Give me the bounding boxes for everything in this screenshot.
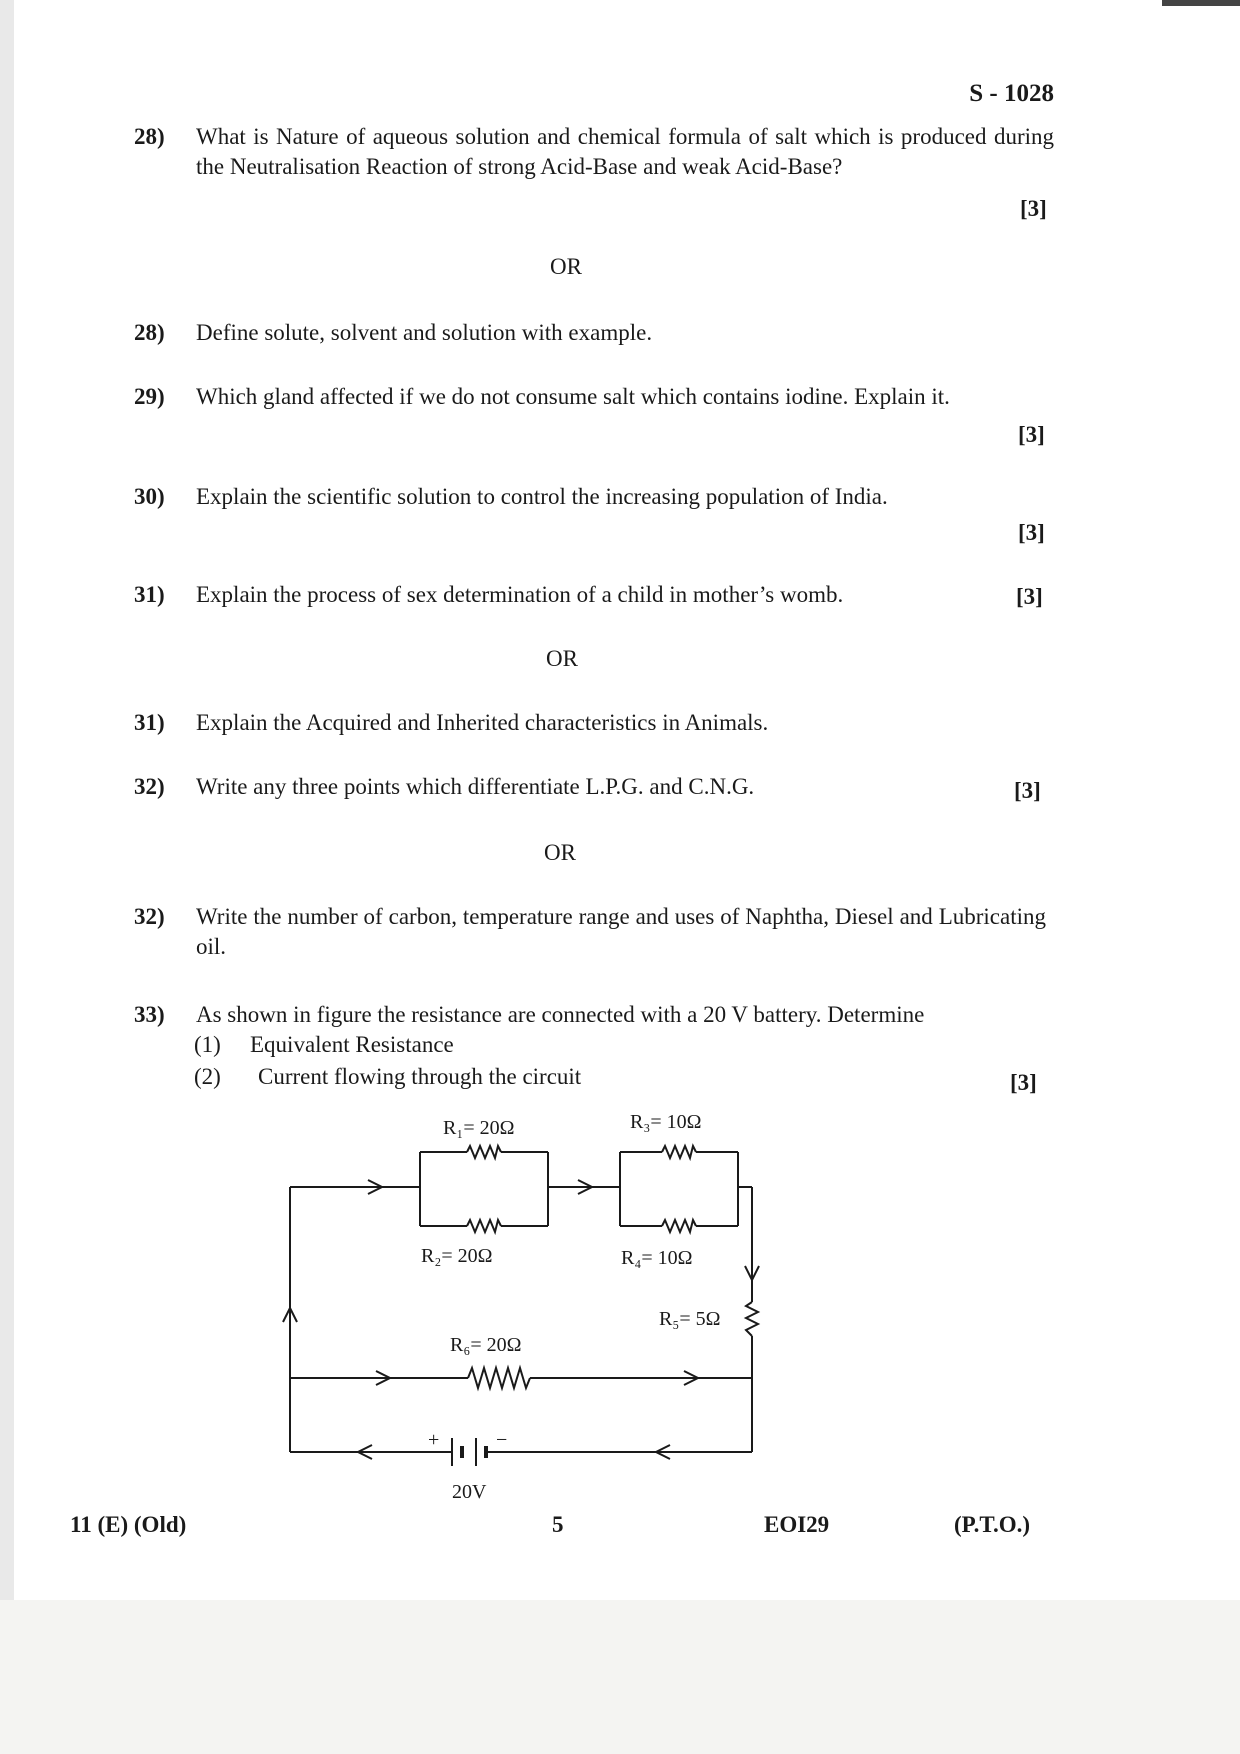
question-text: What is Nature of aqueous solution and chemical formula of salt which is produced during the Neutralisation Reaction of strong Acid-Base and weak Acid-Base? — [196, 124, 1054, 180]
question-text: Define solute, solvent and solution with example. — [196, 320, 653, 345]
question-text: Which gland affected if we do not consume salt which contains iodine. Explain it. — [196, 384, 950, 409]
subpart-1-label: (1) — [194, 1032, 221, 1057]
question-number: 28) — [134, 124, 165, 149]
question-text: Explain the process of sex determination of a child in mother’s womb. — [196, 582, 844, 607]
subpart-1-text: Equivalent Resistance — [250, 1032, 454, 1057]
question-number: 29) — [134, 384, 165, 409]
footer-pto: (P.T.O.) — [954, 1512, 1031, 1537]
marks-q31: [3] — [1016, 584, 1043, 609]
label-r4: R₄= 10Ω — [621, 1247, 693, 1269]
question-number: 28) — [134, 320, 165, 345]
question-text: As shown in figure the resistance are connected with a 20 V battery. Determine — [196, 1002, 925, 1027]
battery-minus-sign: − — [496, 1429, 508, 1451]
marks-q29: [3] — [1018, 422, 1045, 447]
resistor-r3-symbol — [662, 1146, 696, 1158]
paper-code: S - 1028 — [969, 80, 1054, 107]
marks-q28: [3] — [1020, 196, 1047, 221]
question-text: Explain the Acquired and Inherited characteristics in Animals. — [196, 710, 769, 735]
marks-q30: [3] — [1018, 520, 1045, 545]
resistor-r2-symbol — [467, 1220, 501, 1232]
page-number: 5 — [552, 1512, 564, 1537]
label-r6: R₆= 20Ω — [450, 1334, 522, 1356]
resistor-r5-symbol — [746, 1302, 758, 1336]
or-separator-2: OR — [546, 646, 578, 671]
resistor-r6-symbol — [468, 1368, 530, 1388]
question-number: 31) — [134, 710, 165, 735]
or-separator-1: OR — [550, 254, 582, 279]
subpart-2-text: Current flowing through the circuit — [258, 1064, 582, 1089]
or-separator-3: OR — [544, 840, 576, 865]
question-text: Explain the scientific solution to control the increasing population of India. — [196, 484, 888, 509]
marks-q32: [3] — [1014, 778, 1041, 803]
label-r3: R₃= 10Ω — [630, 1111, 702, 1133]
question-text: Write the number of carbon, temperature range and uses of Naphtha, Diesel and Lubricating oil. — [196, 904, 1046, 960]
marks-q33: [3] — [1010, 1070, 1037, 1095]
question-number: 33) — [134, 1002, 165, 1027]
question-number: 32) — [134, 774, 165, 799]
footer-left: 11 (E) (Old) — [70, 1512, 187, 1537]
label-r2: R₂= 20Ω — [421, 1245, 493, 1267]
battery-voltage-label: 20V — [452, 1481, 487, 1503]
question-text: Write any three points which differentiate L.P.G. and C.N.G. — [196, 774, 755, 799]
battery-symbol — [452, 1438, 486, 1466]
subpart-2-label: (2) — [194, 1064, 221, 1089]
question-number: 30) — [134, 484, 165, 509]
label-r5: R₅= 5Ω — [659, 1308, 721, 1330]
label-r1: R₁= 20Ω — [443, 1117, 515, 1139]
question-number: 31) — [134, 582, 165, 607]
battery-plus-sign: + — [428, 1429, 440, 1451]
resistor-r1-symbol — [467, 1146, 501, 1158]
question-number: 32) — [134, 904, 165, 929]
footer-code: EOI29 — [764, 1512, 830, 1537]
resistor-r4-symbol — [662, 1220, 696, 1232]
